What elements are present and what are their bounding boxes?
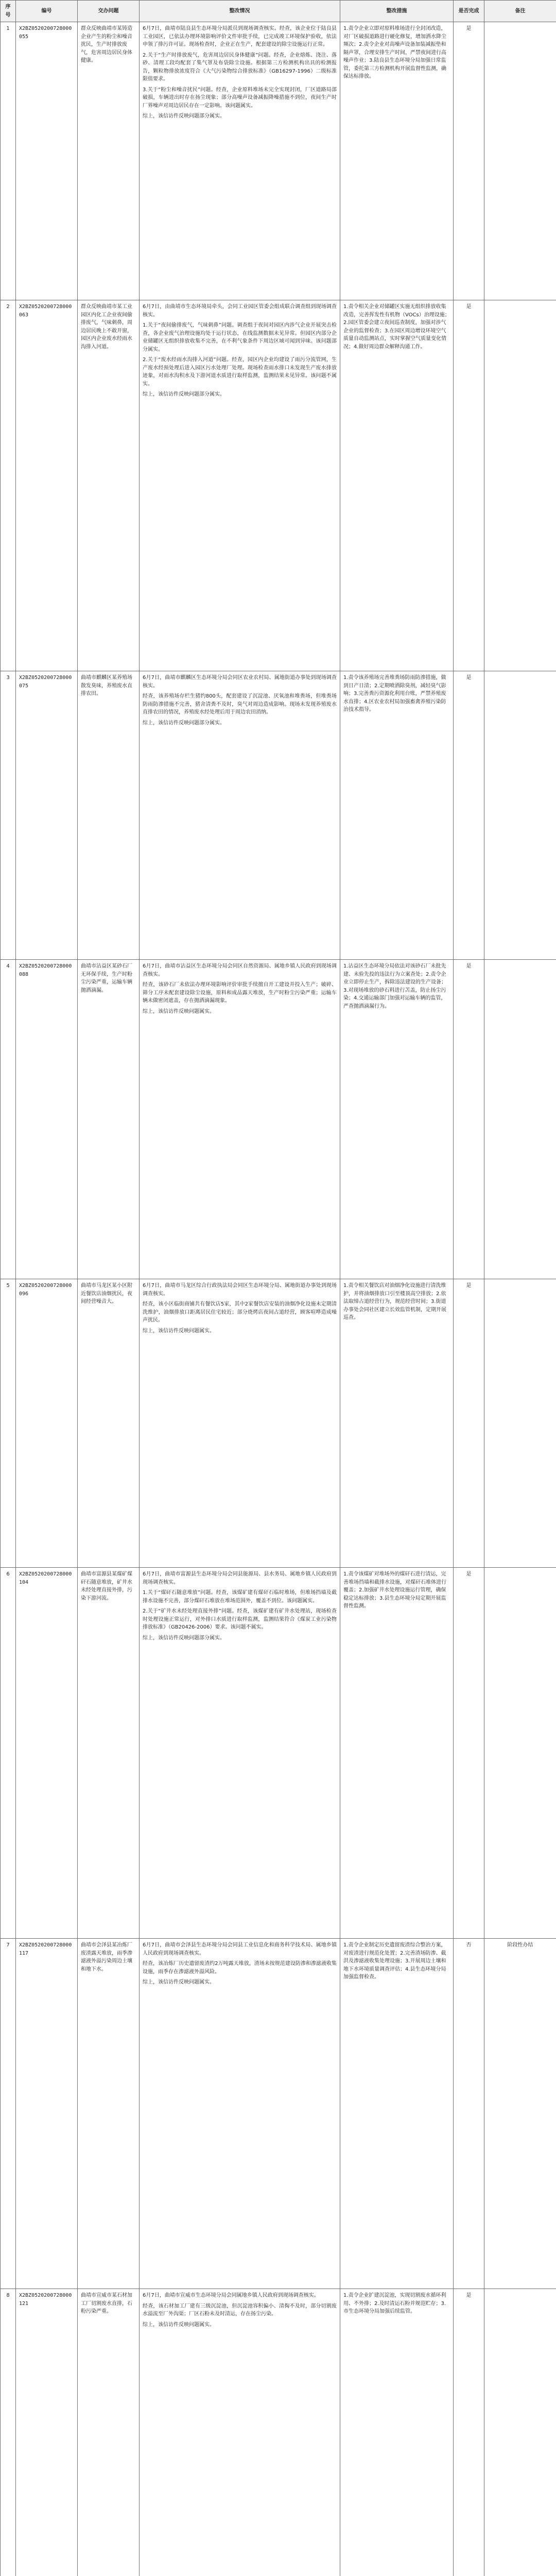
header-no: 序号: [1, 1, 16, 22]
completion-status: 否: [454, 1939, 484, 2289]
status-paragraph: 6月7日，曲靖市富源县生态环境分局会同县能源局、县水务局、属地乡镇人民政府到现场调查核实。: [143, 1571, 337, 1585]
rectification-measures: 1.责令相关餐饮店对油烟净化设施进行清洗维护，并将油烟排放口引至楼顶高空排放；2.依法取缔占道经营行为，规范经营时间；3.街道办事处会同社区建立长效监管机制，定期开展巡查。: [340, 1279, 454, 1568]
status-paragraph: 经查，该小区临街商铺共有餐饮店5家，其中2家餐饮店安装的油烟净化设施未定期清洗维护，油烟排放口距离居民住宅较近；部分烧烤店夜间占道经营，顾客喧哗造成噪声扰民。: [143, 1301, 337, 1323]
investigation-status: [140, 1279, 340, 1568]
completion-status: 是: [454, 671, 484, 960]
status-paragraph: 6月7日，曲靖市会泽县生态环境分局会同县工业信息化和商务科学技术局、属地乡镇人民政府到现场调查核实。: [143, 1942, 337, 1956]
header-row: [1, 1, 556, 22]
row-number: 4: [1, 960, 16, 1279]
status-paragraph: 6月7日，曲靖市陆良县生态环境分局派员到现场调查核实。经查，该企业位于陆良县工业园区，已依法办理环境影响评价文件审批手续，已完成竣工环境保护验收，依法申领了排污许可证。现场检查时，企业正在生产，配套建设的除尘设施运行正常。: [143, 26, 337, 47]
row-number: 8: [1, 2289, 16, 2576]
table-row: [1, 1279, 556, 1568]
header-code: 编号: [16, 1, 78, 22]
case-code: X2BZ0520200728000063: [16, 300, 78, 671]
remarks: [484, 960, 556, 1279]
status-paragraph: 1.关于“煤矸石随意堆放”问题。经查，该煤矿建有煤矸石临时堆场，但堆场挡墙及截排水设施不完善，部分煤矸石堆放在堆场范围外，覆盖不到位。该问题属实。: [143, 1590, 337, 1604]
remarks: [484, 300, 556, 671]
header-done: 是否完成: [454, 1, 484, 22]
reported-issue: 曲靖市马龙区某小区附近餐饮店油烟扰民，夜间经营噪音大。: [78, 1279, 140, 1568]
investigation-status: [140, 22, 340, 300]
table-row: [1, 1939, 556, 2289]
case-code: X2BZ0520200728000104: [16, 1568, 78, 1939]
header-note: 备注: [484, 1, 556, 22]
investigation-status: [140, 2289, 340, 2576]
status-paragraph: 经查，该冶炼厂历史遗留废渣约2万吨露天堆放，渣场未按规范建设防渗和渗滤液收集设施，雨季存在渗滤液外溢风险。: [143, 1961, 337, 1975]
remarks: [484, 2289, 556, 2576]
reported-issue: 曲靖市宣威市某石材加工厂切割废水直排，石粉污染严重。: [78, 2289, 140, 2576]
investigation-status: [140, 1568, 340, 1939]
case-code: X2BZ0520200728000055: [16, 22, 78, 300]
remarks: [484, 22, 556, 300]
header-status: 整改情况: [140, 1, 340, 22]
row-number: 6: [1, 1568, 16, 1939]
header-issue: 交办问题: [78, 1, 140, 22]
remarks: [484, 1279, 556, 1568]
table-row: [1, 22, 556, 300]
remarks: 阶段性办结: [484, 1939, 556, 2289]
table-row: [1, 300, 556, 671]
remarks: [484, 671, 556, 960]
reported-issue: 曲靖市富源县某煤矿煤矸石随意堆放，矿井水未经处理直接外排，污染下游河流。: [78, 1568, 140, 1939]
table-row: [1, 1568, 556, 1939]
rectification-measures: 1.责令企业制定历史遗留废渣综合整治方案，对废渣进行规范化处置；2.完善渣场防渗、截洪及渗滤液收集处理设施；3.开展周边土壤和地下水环境质量调查评估；4.县生态环境分局加强监督检查。: [340, 1939, 454, 2289]
row-number: 5: [1, 1279, 16, 1568]
remarks: [484, 1568, 556, 1939]
completion-status: 是: [454, 960, 484, 1279]
investigation-status: [140, 300, 340, 671]
completion-status: 是: [454, 1279, 484, 1568]
status-paragraph: 经查，该养殖场存栏生猪约800头，配套建设了沉淀池、厌氧池和堆粪场，但堆粪场防雨防渗措施不完善，猪舍清粪不及时，臭气对周边造成影响。现场未发现养殖废水直排农田的情况，养殖废水经处理后用于周边农田消纳。: [143, 693, 337, 715]
status-paragraph: 综上，该信访件反映问题属实。: [143, 2321, 215, 2328]
investigation-status: [140, 960, 340, 1279]
status-paragraph: 6月7日，曲靖市沾益区生态环境分局会同区自然资源局、属地乡镇人民政府到现场调查核实。: [143, 963, 337, 977]
reported-issue: 曲靖市沾益区某砂石厂无环保手续，生产时粉尘污染严重，运输车辆抛洒滴漏。: [78, 960, 140, 1279]
case-code: X2BZ0520200728000088: [16, 960, 78, 1279]
row-number: 7: [1, 1939, 16, 2289]
status-paragraph: 综上，该信访件反映问题部分属实。: [143, 720, 225, 726]
status-paragraph: 综上，该信访件反映问题部分属实。: [143, 1635, 225, 1641]
status-paragraph: 综上，该信访件反映问题部分属实。: [143, 113, 225, 119]
status-paragraph: 经查，该砂石厂未依法办理环境影响评价审批手续擅自开工建设并投入生产；破碎、筛分工序未配套建设除尘设施，原料和成品露天堆放，生产时粉尘污染严重；运输车辆未做密闭遮盖，存在抛洒滴漏现象。: [143, 982, 337, 1004]
reported-issue: 群众反映曲靖市某工业园区内化工企业夜间偷排废气，气味刺鼻，周边居民晚上不敢开窗，园区内企业废水经雨水沟排入河道。: [78, 300, 140, 671]
rectification-measures: 1.沾益区生态环境分局依法对该砂石厂未批先建、未验先投的违法行为立案查处；2.责令企业立即停止生产，拆除违法建设的生产设备；3.对现场堆放的砂石料进行苫盖，防止扬尘污染；4.交通运输部门加强对运输车辆的监管，严查抛洒滴漏行为。: [340, 960, 454, 1279]
header-measures: 整改措施: [340, 1, 454, 22]
status-paragraph: 经查，该石材加工厂建有三级沉淀池，但沉淀池容积偏小、清掏不及时，部分切割废水溢流至厂外沟渠；厂区石粉未及时清运，存在扬尘污染。: [143, 2303, 337, 2317]
row-number: 2: [1, 300, 16, 671]
rectification-measures: 1.责令相关企业对储罐区实施无组织排放收集改造，完善挥发性有机物（VOCs）治理设施；2.园区管委会建立夜间巡查制度，加强对涉气企业的监督检查；3.在园区周边增设环境空气质量自动监测站点，实时掌握空气质量变化情况；4.做好周边群众解释沟通工作。: [340, 300, 454, 671]
status-paragraph: 综上，该信访件反映问题属实。: [143, 1008, 215, 1014]
completion-status: 是: [454, 2289, 484, 2576]
status-paragraph: 综上，该信访件反映问题属实。: [143, 1328, 215, 1334]
reported-issue: 曲靖市麒麟区某养殖场散发臭味，养殖废水直排农田。: [78, 671, 140, 960]
case-code: X2BZ0520200728000121: [16, 2289, 78, 2576]
status-paragraph: 6月7日，曲靖市麒麟区生态环境分局会同区农业农村局、属地街道办事处到现场调查核实。: [143, 675, 337, 689]
status-paragraph: 综上，该信访件反映问题属实。: [143, 1979, 215, 1985]
case-code: X2BZ0520200728000075: [16, 671, 78, 960]
rectification-measures: 1.责令企业扩建沉淀池，实现切割废水循环利用、不外排；2.及时清运石粉并规范贮存；3.市生态环境分局加强后续监管。: [340, 2289, 454, 2576]
status-paragraph: 6月7日，曲靖市马龙区综合行政执法局会同区生态环境分局、属地街道办事处到现场调查核实。: [143, 1283, 337, 1297]
row-number: 3: [1, 671, 16, 960]
table-row: [1, 671, 556, 960]
reported-issue: 曲靖市会泽县某冶炼厂废渣露天堆放，雨季渗滤液外溢污染周边土壤和地下水。: [78, 1939, 140, 2289]
table-row: [1, 2289, 556, 2576]
status-paragraph: 综上，该信访件反映问题部分属实。: [143, 392, 225, 397]
status-paragraph: 6月7日，曲靖市宣威市生态环境分局会同属地乡镇人民政府到现场调查核实。: [143, 2293, 319, 2298]
rectification-measures: 1.责令该养殖场完善堆粪场防雨防渗措施，做到日产日清；2.定期喷洒除臭剂，减轻臭气影响；3.完善粪污资源化利用台账，严禁养殖废水直排；4.区农业农村局加强畜禽养殖污染防治技术指导。: [340, 671, 454, 960]
completion-status: 是: [454, 1568, 484, 1939]
status-paragraph: 6月7日，由曲靖市生态环境局牵头，会同工业园区管委会组成联合调查组到现场调查核实。: [143, 304, 337, 318]
completion-status: 是: [454, 300, 484, 671]
investigation-status: [140, 671, 340, 960]
status-paragraph: 2.关于“生产时排放废气，危害周边居民身体健康”问题。经查，企业熔炼、浇注、落砂、清理工段均配套了集气罩及布袋除尘设施。根据第三方检测机构出具的检测报告，颗粒物排放浓度符合《大气污染物综合排放标准》（GB16297-1996）二级标准限值要求。: [143, 52, 337, 82]
rectification-measures: 1.责令企业立即对原料堆场进行全封闭改造，对厂区破损道路进行硬化修复，增加洒水降尘频次；2.责令企业对高噪声设备加装减振垫和隔声罩，合理安排生产时间，严禁夜间进行高噪声作业；3.陆良县生态环境分局加强日常监管，委托第三方检测机构开展监督性监测，确保达标排放。: [340, 22, 454, 300]
case-code: X2BZ0520200728000117: [16, 1939, 78, 2289]
table-row: [1, 960, 556, 1279]
rectification-measures: 1.责令该煤矿对堆场外的煤矸石进行清运，完善堆场挡墙和截排水设施，对煤矸石堆体进行覆盖；2.加强矿井水处理设施运行管理，确保稳定达标排放；3.县生态环境分局定期开展监督性监测。: [340, 1568, 454, 1939]
case-code: X2BZ0520200728000096: [16, 1279, 78, 1568]
row-number: 1: [1, 22, 16, 300]
status-paragraph: 2.关于“矿井水未经处理直接外排”问题。经查，该煤矿建有矿井水处理站，现场检查时处理设施正常运行，对外排口水质进行取样监测，监测结果符合《煤炭工业污染物排放标准》（GB20426-2006）要求。该问题不属实。: [143, 1608, 337, 1630]
status-paragraph: 1.关于“夜间偷排废气，气味刺鼻”问题。调查组于夜间对园区内涉气企业开展突击检查，各企业废气治理设施均处于运行状态，在线监测数据未见异常。但园区内部分企业储罐区无组织排放收集不完善，在不利气象条件下周边区域可闻到异味。该问题部分属实。: [143, 323, 337, 352]
reported-issue: 群众反映曲靖市某铸造企业产生的粉尘和噪音扰民，生产时排放废气，危害周边居民身体健康。: [78, 22, 140, 300]
completion-status: 是: [454, 22, 484, 300]
status-paragraph: 2.关于“废水经雨水沟排入河道”问题。经查，园区内企业均建设了雨污分流管网，生产废水经预处理后进入园区污水处理厂处理。现场检查雨水排口未发现生产废水排放迹象，对雨水沟积水及下游河道水质进行取样监测，监测结果未见异常。该问题不属实。: [143, 357, 337, 387]
investigation-status: [140, 1939, 340, 2289]
status-paragraph: 3.关于“粉尘和噪音扰民”问题。经查，企业原料堆场未完全实现封闭，厂区道路局部破损，车辆进出时存在扬尘现象；部分高噪声设备减振降噪措施不到位，夜间生产时厂界噪声对周边居民存在一定影响。该问题属实。: [143, 87, 337, 109]
